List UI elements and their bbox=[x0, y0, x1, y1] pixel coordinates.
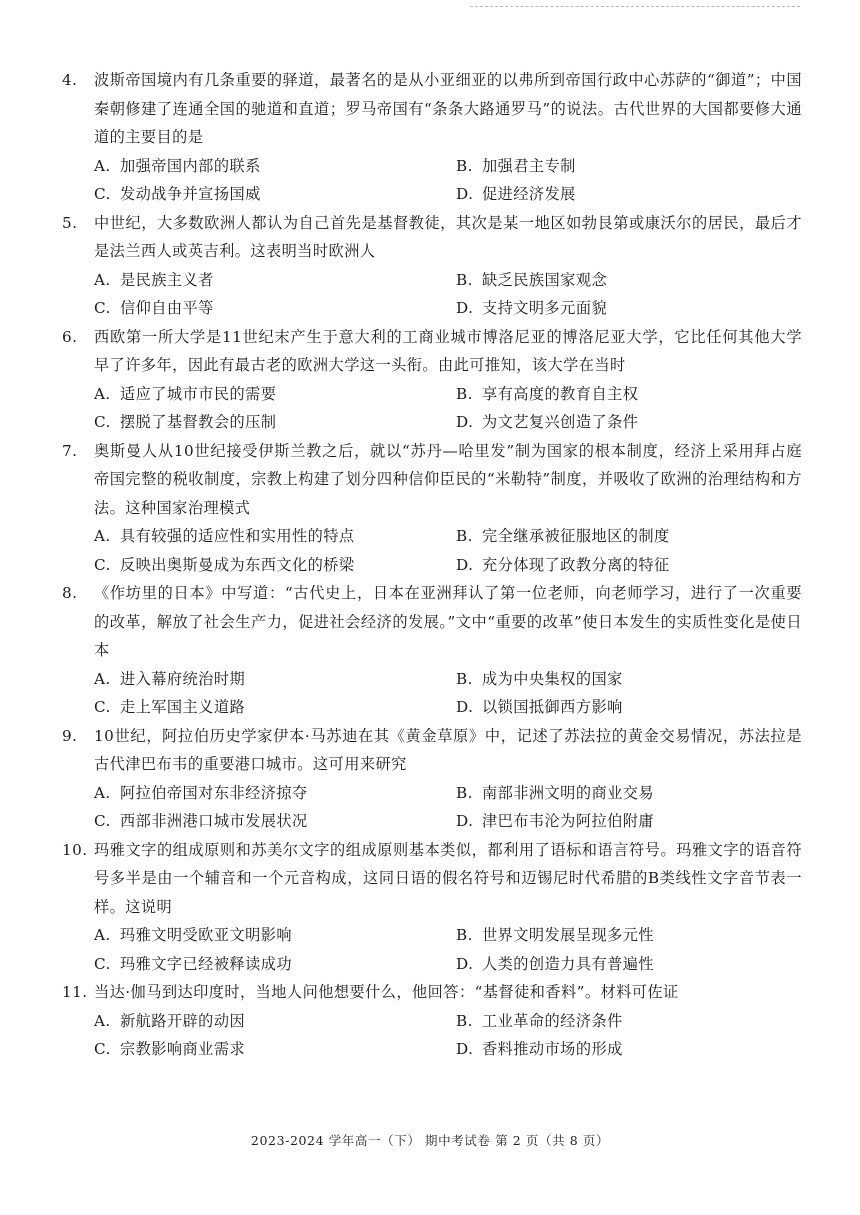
option-text: 充分体现了政教分离的特征 bbox=[482, 555, 670, 574]
answer-option bbox=[456, 522, 816, 551]
option-text: 人类的创造力具有普遍性 bbox=[482, 954, 655, 973]
option-text: 是民族主义者 bbox=[120, 270, 214, 289]
option-text: 成为中央集权的国家 bbox=[482, 669, 623, 688]
option-text: 摆脱了基督教会的压制 bbox=[120, 413, 277, 431]
question-text: 西欧第一所大学是11世纪末产生于意大利的工商业城市博洛尼亚的博洛尼亚大学，它比任何其他大学早了许多年，因此有最古老的欧洲大学这一头衔。由此可推知，该大学在当时 bbox=[94, 327, 802, 374]
option-text: 新航路开辟的动因 bbox=[120, 1011, 246, 1030]
option-text: 西部非洲港口城市发展状况 bbox=[120, 812, 308, 830]
option-text: 享有高度的教育自主权 bbox=[482, 384, 639, 403]
option-text: 进入幕府统治时期 bbox=[120, 669, 246, 688]
question-number: 7. bbox=[62, 441, 78, 460]
option-text: 具有较强的适应性和实用性的特点 bbox=[120, 527, 355, 545]
option-text: 津巴布韦沦为阿拉伯附庸 bbox=[482, 812, 655, 830]
answer-option bbox=[94, 152, 456, 181]
option-text: 为文艺复兴创造了条件 bbox=[482, 413, 639, 431]
answer-option bbox=[456, 1035, 816, 1064]
option-text: 促进经济发展 bbox=[482, 185, 576, 203]
question-text: 《作坊里的日本》中写道：“古代史上，日本在亚洲拜认了第一位老师，向老师学习，进行了一次重要的改革，解放了社会生产力，促进社会经济的发展。”文中“重要的改革”使日本发生的实质性变化是使日本 bbox=[94, 584, 802, 659]
question-block bbox=[62, 66, 802, 209]
scan-edge-line bbox=[470, 6, 800, 9]
question-number: 8. bbox=[62, 584, 78, 602]
option-text: 反映出奥斯曼成为东西文化的桥梁 bbox=[120, 555, 355, 574]
question-text: 10世纪，阿拉伯历史学家伊本·马苏迪在其《黄金草原》中，记述了苏法拉的黄金交易情况，苏法拉是古代津巴布韦的重要港口城市。这可用来研究 bbox=[94, 726, 802, 773]
question-stem bbox=[62, 437, 802, 523]
option-letter: A. bbox=[94, 527, 111, 545]
option-text: 适应了城市市民的需要 bbox=[120, 384, 277, 403]
question-block bbox=[62, 978, 802, 1064]
option-letter: D. bbox=[456, 954, 474, 973]
question-stem bbox=[62, 209, 802, 266]
exam-page bbox=[62, 66, 802, 1064]
option-text: 世界文明发展呈现多元性 bbox=[482, 926, 655, 944]
option-text: 支持文明多元面貌 bbox=[482, 299, 608, 317]
question-text: 波斯帝国境内有几条重要的驿道，最著名的是从小亚细亚的以弗所到帝国行政中心苏萨的“御道”；中国秦朝修建了连通全国的驰道和直道；罗马帝国有“条条大路通罗马”的说法。古代世界的大国都要修大通道的主要目的是 bbox=[94, 71, 802, 146]
option-letter: B. bbox=[456, 1011, 473, 1030]
answer-option bbox=[456, 180, 816, 209]
option-letter: A. bbox=[94, 926, 111, 944]
question-text: 玛雅文字的组成原则和苏美尔文字的组成原则基本类似，都利用了语标和语言符号。玛雅文字的语音符号多半是由一个辅音和一个元音构成，这同日语的假名符号和迈锡尼时代希腊的B类线性文字音节表一样。这说明 bbox=[94, 840, 802, 916]
answer-option bbox=[456, 294, 816, 323]
question-block bbox=[62, 579, 802, 722]
question-stem bbox=[62, 978, 802, 1007]
option-letter: A. bbox=[94, 669, 111, 688]
option-letter: C. bbox=[94, 299, 111, 317]
option-letter: D. bbox=[456, 299, 474, 317]
answer-option bbox=[456, 380, 816, 409]
option-letter: A. bbox=[94, 384, 111, 403]
options-grid bbox=[62, 266, 802, 323]
answer-option bbox=[94, 408, 456, 437]
option-letter: B. bbox=[456, 270, 473, 289]
option-letter: A. bbox=[94, 270, 111, 289]
question-block bbox=[62, 836, 802, 979]
page-footer: 2023-2024 学年高一（下） 期中考试卷 第 2 页（共 8 页） bbox=[250, 1133, 610, 1148]
option-letter: B. bbox=[456, 926, 473, 944]
answer-option bbox=[456, 408, 816, 437]
option-letter: D. bbox=[456, 812, 474, 830]
answer-option bbox=[94, 779, 456, 808]
question-number: 9. bbox=[62, 726, 78, 745]
option-text: 南部非洲文明的商业交易 bbox=[482, 783, 655, 802]
option-text: 走上军国主义道路 bbox=[120, 698, 246, 716]
option-text: 缺乏民族国家观念 bbox=[482, 270, 608, 289]
option-letter: D. bbox=[456, 185, 474, 203]
answer-option bbox=[94, 807, 456, 836]
answer-option bbox=[94, 693, 456, 722]
options-grid bbox=[62, 779, 802, 836]
option-text: 玛雅文明受欧亚文明影响 bbox=[120, 926, 293, 944]
option-text: 加强君主专制 bbox=[482, 156, 576, 175]
answer-option bbox=[94, 665, 456, 694]
option-letter: B. bbox=[456, 384, 473, 403]
option-text: 信仰自由平等 bbox=[120, 299, 214, 317]
options-grid bbox=[62, 921, 802, 978]
option-text: 加强帝国内部的联系 bbox=[120, 156, 261, 175]
option-letter: D. bbox=[456, 1040, 474, 1058]
options-grid bbox=[62, 152, 802, 209]
option-text: 工业革命的经济条件 bbox=[482, 1011, 623, 1030]
option-letter: D. bbox=[456, 413, 474, 431]
question-block bbox=[62, 323, 802, 437]
answer-option bbox=[456, 551, 816, 580]
option-text: 阿拉伯帝国对东非经济掠夺 bbox=[120, 783, 308, 802]
question-stem bbox=[62, 722, 802, 779]
option-letter: B. bbox=[456, 783, 473, 802]
option-text: 完全继承被征服地区的制度 bbox=[482, 527, 670, 545]
option-text: 香料推动市场的形成 bbox=[482, 1040, 623, 1058]
option-letter: D. bbox=[456, 555, 474, 574]
option-letter: D. bbox=[456, 698, 474, 716]
answer-option bbox=[94, 522, 456, 551]
question-stem bbox=[62, 579, 802, 665]
option-letter: A. bbox=[94, 1011, 111, 1030]
answer-option bbox=[94, 921, 456, 950]
option-letter: C. bbox=[94, 954, 111, 973]
answer-option bbox=[456, 152, 816, 181]
answer-option bbox=[94, 1007, 456, 1036]
options-grid bbox=[62, 1007, 802, 1064]
question-block bbox=[62, 437, 802, 580]
option-letter: C. bbox=[94, 555, 111, 574]
answer-option bbox=[94, 380, 456, 409]
option-letter: A. bbox=[94, 783, 111, 802]
question-number: 4. bbox=[62, 71, 78, 89]
question-text: 当达·伽马到达印度时，当地人问他想要什么，他回答：“基督徒和香料”。材料可佐证 bbox=[94, 983, 679, 1001]
answer-option bbox=[456, 665, 816, 694]
answer-option bbox=[94, 950, 456, 979]
question-stem bbox=[62, 66, 802, 152]
question-stem bbox=[62, 323, 802, 380]
question-number: 6. bbox=[62, 327, 78, 346]
option-letter: C. bbox=[94, 698, 111, 716]
option-letter: B. bbox=[456, 527, 473, 545]
option-letter: C. bbox=[94, 812, 111, 830]
option-letter: C. bbox=[94, 185, 111, 203]
question-number: 10. bbox=[62, 840, 88, 859]
option-letter: B. bbox=[456, 156, 473, 175]
answer-option bbox=[456, 693, 816, 722]
options-grid bbox=[62, 522, 802, 579]
option-letter: A. bbox=[94, 156, 111, 175]
question-text: 中世纪，大多数欧洲人都认为自己首先是基督教徒，其次是某一地区如勃艮第或康沃尔的居民，最后才是法兰西人或英吉利。这表明当时欧洲人 bbox=[94, 213, 802, 260]
question-number: 5. bbox=[62, 213, 78, 232]
answer-option bbox=[456, 807, 816, 836]
answer-option bbox=[456, 1007, 816, 1036]
answer-option bbox=[94, 266, 456, 295]
option-letter: C. bbox=[94, 413, 111, 431]
question-number: 11. bbox=[62, 983, 88, 1001]
option-text: 宗教影响商业需求 bbox=[120, 1040, 246, 1058]
question-block bbox=[62, 209, 802, 323]
option-text: 以锁国抵御西方影响 bbox=[482, 698, 623, 716]
answer-option bbox=[94, 551, 456, 580]
answer-option bbox=[94, 1035, 456, 1064]
answer-option bbox=[456, 950, 816, 979]
answer-option bbox=[456, 921, 816, 950]
answer-option bbox=[94, 180, 456, 209]
options-grid bbox=[62, 665, 802, 722]
option-letter: C. bbox=[94, 1040, 111, 1058]
answer-option bbox=[456, 266, 816, 295]
question-stem bbox=[62, 836, 802, 922]
question-text: 奥斯曼人从10世纪接受伊斯兰教之后，就以“苏丹—哈里发”制为国家的根本制度，经济上采用拜占庭帝国完整的税收制度，宗教上构建了划分四种信仰臣民的“米勒特”制度，并吸收了欧洲的治理结构和方法。这种国家治理模式 bbox=[94, 441, 802, 517]
option-text: 玛雅文字已经被释读成功 bbox=[120, 954, 293, 973]
options-grid bbox=[62, 380, 802, 437]
question-block bbox=[62, 722, 802, 836]
answer-option bbox=[456, 779, 816, 808]
option-text: 发动战争并宣扬国威 bbox=[120, 185, 261, 203]
option-letter: B. bbox=[456, 669, 473, 688]
answer-option bbox=[94, 294, 456, 323]
